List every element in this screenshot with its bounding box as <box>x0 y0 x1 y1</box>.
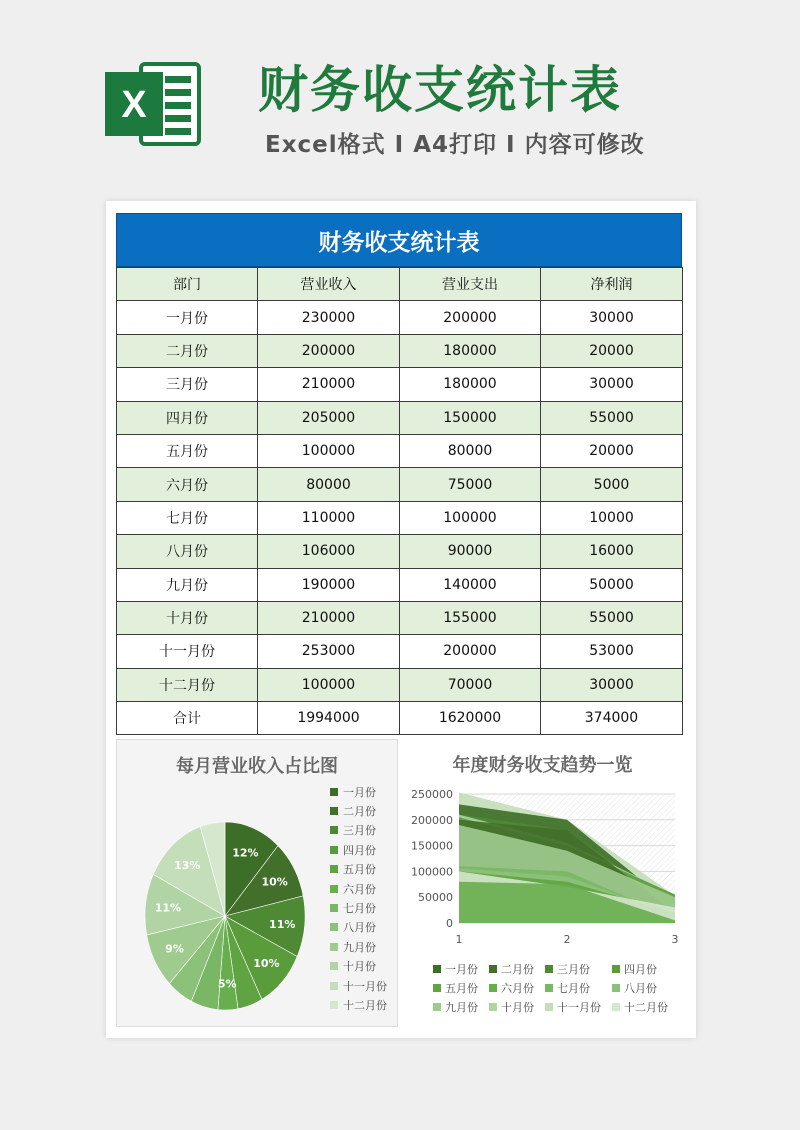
legend-item <box>330 898 387 917</box>
table-cell: 200000 <box>400 635 541 668</box>
legend-swatch <box>612 965 620 973</box>
legend-item <box>330 860 387 879</box>
area-chart <box>403 739 682 961</box>
legend-label: 十二月份 <box>624 1001 668 1014</box>
table-cell: 100000 <box>258 434 400 467</box>
pie-chart-panel <box>116 739 398 1027</box>
legend-swatch <box>545 965 553 973</box>
table-row <box>117 468 683 501</box>
table-cell: 80000 <box>258 468 400 501</box>
table-cell: 十二月份 <box>117 668 258 701</box>
table-cell: 五月份 <box>117 434 258 467</box>
table-cell: 净利润 <box>541 268 683 301</box>
table-cell: 10000 <box>541 501 683 534</box>
legend-swatch <box>489 984 497 992</box>
legend-swatch <box>433 965 441 973</box>
table-cell: 十月份 <box>117 601 258 634</box>
legend-label: 三月份 <box>343 824 376 838</box>
legend-swatch <box>545 1003 553 1011</box>
table-cell: 55000 <box>541 601 683 634</box>
legend-item <box>612 961 673 977</box>
legend-swatch <box>433 984 441 992</box>
table-cell: 六月份 <box>117 468 258 501</box>
legend-item <box>330 937 387 956</box>
legend-swatch <box>330 788 338 796</box>
legend-label: 九月份 <box>343 940 376 954</box>
table-cell: 四月份 <box>117 401 258 434</box>
legend-swatch <box>330 904 338 912</box>
y-tick-label: 250000 <box>411 788 453 801</box>
legend-item <box>330 995 387 1014</box>
pie-data-label: 11% <box>154 901 182 915</box>
legend-item <box>330 879 387 898</box>
legend-item <box>330 976 387 995</box>
table-total-row <box>117 702 683 735</box>
legend-item <box>489 999 539 1015</box>
table-cell: 90000 <box>400 535 541 568</box>
table-cell: 30000 <box>541 301 683 334</box>
legend-item <box>330 821 387 840</box>
pie-data-label: 10% <box>253 957 280 971</box>
legend-item <box>330 918 387 937</box>
table-cell: 七月份 <box>117 501 258 534</box>
table-row <box>117 501 683 534</box>
table-cell: 16000 <box>541 535 683 568</box>
legend-swatch <box>330 807 338 815</box>
pie-data-label: 12% <box>232 846 259 860</box>
legend-swatch <box>489 965 497 973</box>
y-tick-label: 150000 <box>411 839 453 853</box>
legend-label: 五月份 <box>445 982 478 995</box>
legend-swatch <box>330 1001 338 1009</box>
y-tick-label: 200000 <box>411 813 453 827</box>
legend-item <box>330 840 387 859</box>
legend-swatch <box>330 943 338 951</box>
x-tick-label: 1 <box>455 933 463 946</box>
table-cell: 200000 <box>258 334 400 367</box>
table-cell: 374000 <box>541 702 683 735</box>
table-cell: 100000 <box>258 668 400 701</box>
table-cell: 80000 <box>400 434 541 467</box>
legend-swatch <box>612 984 620 992</box>
x-tick-label: 2 <box>563 933 571 946</box>
spreadsheet-sheet <box>106 201 696 1038</box>
table-cell: 合计 <box>117 702 258 735</box>
legend-label: 一月份 <box>445 963 478 976</box>
table-row <box>117 434 683 467</box>
legend-item <box>612 980 673 996</box>
area-chart-title: 年度财务收支趋势一览 <box>452 755 633 776</box>
table-cell: 210000 <box>258 601 400 634</box>
table-cell: 253000 <box>258 635 400 668</box>
table-cell: 180000 <box>400 368 541 401</box>
legend-item <box>545 980 606 996</box>
table-row <box>117 334 683 367</box>
table-cell: 140000 <box>400 568 541 601</box>
table-cell: 190000 <box>258 568 400 601</box>
legend-swatch <box>330 923 338 931</box>
table-row <box>117 568 683 601</box>
legend-label: 二月份 <box>343 805 376 819</box>
table-cell: 205000 <box>258 401 400 434</box>
legend-label: 十一月份 <box>343 979 387 993</box>
table-cell: 20000 <box>541 334 683 367</box>
page-title: 财务收支统计表 <box>258 61 622 119</box>
legend-swatch <box>330 865 338 873</box>
table-cell: 一月份 <box>117 301 258 334</box>
table-cell: 75000 <box>400 468 541 501</box>
legend-label: 四月份 <box>343 843 376 857</box>
table-cell: 100000 <box>400 501 541 534</box>
table-cell: 230000 <box>258 301 400 334</box>
pie-data-label: 10% <box>261 875 288 889</box>
table-cell: 106000 <box>258 535 400 568</box>
legend-swatch <box>330 826 338 834</box>
legend-label: 七月份 <box>557 982 590 995</box>
table-cell: 部门 <box>117 268 258 301</box>
legend-label: 四月份 <box>624 963 657 976</box>
legend-item <box>330 801 387 820</box>
legend-swatch <box>489 1003 497 1011</box>
table-cell: 70000 <box>400 668 541 701</box>
legend-label: 五月份 <box>343 863 376 877</box>
table-cell: 十一月份 <box>117 635 258 668</box>
table-cell: 200000 <box>400 301 541 334</box>
table-cell: 三月份 <box>117 368 258 401</box>
table-cell: 5000 <box>541 468 683 501</box>
table-cell: 1994000 <box>258 702 400 735</box>
area-chart-panel <box>403 739 682 1027</box>
legend-label: 六月份 <box>343 882 376 896</box>
legend-label: 十二月份 <box>343 998 387 1012</box>
table-cell: 30000 <box>541 368 683 401</box>
legend-swatch <box>330 982 338 990</box>
legend-swatch <box>612 1003 620 1011</box>
legend-label: 六月份 <box>501 982 534 995</box>
table-cell: 180000 <box>400 334 541 367</box>
excel-logo-icon <box>103 58 203 150</box>
finance-table <box>116 267 683 735</box>
legend-label: 八月份 <box>343 921 376 935</box>
pie-data-label: 11% <box>269 917 296 931</box>
legend-item <box>612 999 673 1015</box>
table-cell: 210000 <box>258 368 400 401</box>
table-cell: 155000 <box>400 601 541 634</box>
legend-item <box>545 999 606 1015</box>
legend-label: 十一月份 <box>557 1001 601 1014</box>
x-tick-label: 3 <box>671 933 679 946</box>
table-cell: 53000 <box>541 635 683 668</box>
legend-item <box>330 957 387 976</box>
legend-label: 一月份 <box>343 785 376 799</box>
logo-letter: X <box>121 84 147 126</box>
legend-label: 八月份 <box>624 982 657 995</box>
legend-swatch <box>330 962 338 970</box>
legend-item <box>433 999 483 1015</box>
legend-label: 三月份 <box>557 963 590 976</box>
legend-swatch <box>330 846 338 854</box>
table-cell: 20000 <box>541 434 683 467</box>
table-cell: 1620000 <box>400 702 541 735</box>
legend-item <box>433 980 483 996</box>
charts-area <box>116 739 682 1029</box>
table-cell: 八月份 <box>117 535 258 568</box>
legend-label: 二月份 <box>501 963 534 976</box>
table-cell: 150000 <box>400 401 541 434</box>
legend-swatch <box>545 984 553 992</box>
table-row <box>117 601 683 634</box>
legend-swatch <box>330 885 338 893</box>
table-cell: 营业支出 <box>400 268 541 301</box>
page-header <box>0 0 800 190</box>
pie-chart-title: 每月营业收入占比图 <box>176 756 338 777</box>
table-cell: 九月份 <box>117 568 258 601</box>
pie-data-label: 9% <box>165 942 184 956</box>
table-cell: 110000 <box>258 501 400 534</box>
y-tick-label: 50000 <box>418 891 453 905</box>
table-row <box>117 368 683 401</box>
legend-item <box>433 961 483 977</box>
y-tick-label: 0 <box>446 917 453 930</box>
table-title: 财务收支统计表 <box>116 213 682 267</box>
table-header-row <box>117 268 683 301</box>
table-cell: 55000 <box>541 401 683 434</box>
area-legend <box>433 961 673 1015</box>
y-tick-label: 100000 <box>411 865 453 879</box>
table-row <box>117 301 683 334</box>
legend-item <box>489 961 539 977</box>
legend-label: 七月份 <box>343 902 376 916</box>
legend-swatch <box>433 1003 441 1011</box>
legend-item <box>330 782 387 801</box>
legend-label: 十月份 <box>343 960 376 974</box>
table-cell: 二月份 <box>117 334 258 367</box>
page-subtitle: Excel格式 I A4打印 I 内容可修改 <box>265 132 645 158</box>
table-row <box>117 401 683 434</box>
pie-legend <box>330 782 387 1015</box>
legend-label: 九月份 <box>445 1001 478 1014</box>
table-cell: 50000 <box>541 568 683 601</box>
pie-data-label: 13% <box>174 858 201 872</box>
table-row <box>117 635 683 668</box>
pie-data-label: 5% <box>217 977 237 991</box>
table-row <box>117 668 683 701</box>
table-row <box>117 535 683 568</box>
table-cell: 营业收入 <box>258 268 400 301</box>
legend-item <box>489 980 539 996</box>
table-cell: 30000 <box>541 668 683 701</box>
legend-item <box>545 961 606 977</box>
legend-label: 十月份 <box>501 1001 534 1014</box>
